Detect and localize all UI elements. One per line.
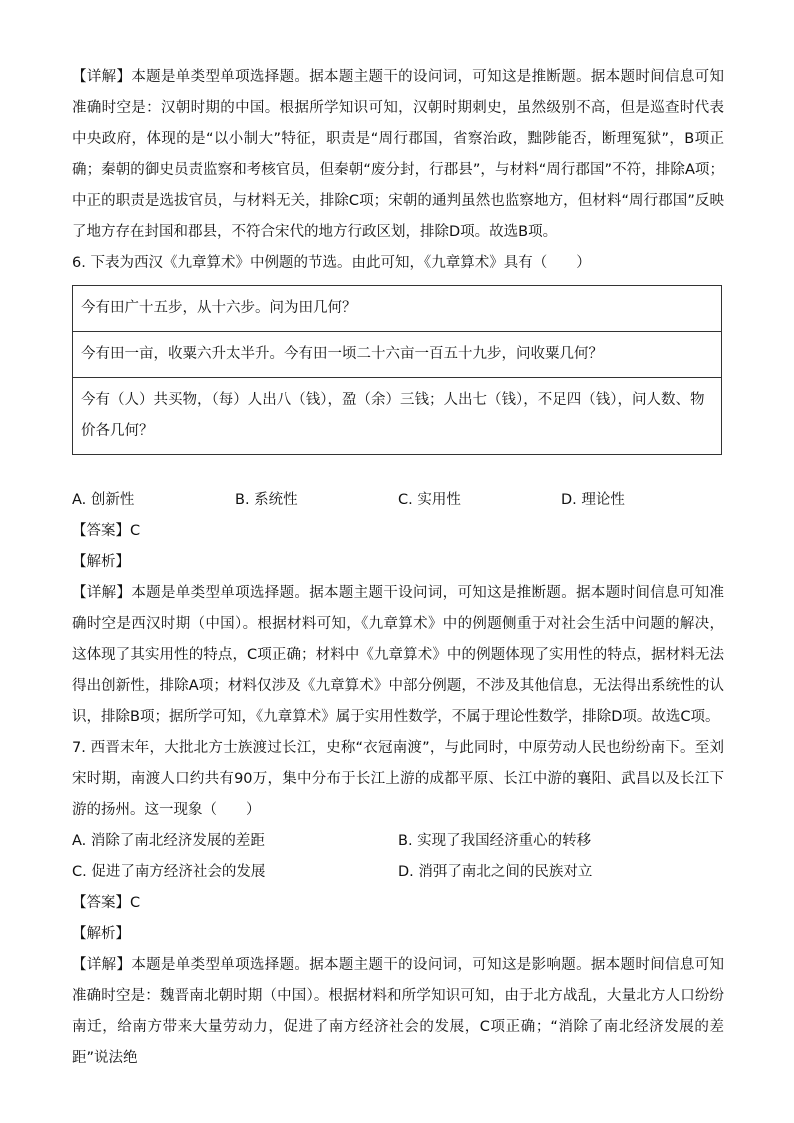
q6-detail-text: 本题是单类型单项选择题。据本题主题干设问词，可知这是推断题。据本题时间信息可知准确时空是西汉时期（中国）。根据材料可知，《九章算术》中的例题侧重于对社会生活中问题的解决，这体现了其实用性的特点，C项正确；材料中《九章算术》中的例题体现了实用性的特点，据材料无法得出创新性，排除A项；材料仅涉及《九章算术》中部分例题，不涉及其他信息，无法得出系统性的认识，排除B项；据所学可知，《九章算术》属于实用性数学，不属于理论性数学，排除D项。故选C项。 bbox=[72, 585, 725, 725]
q6-analysis-label: 【解析】 bbox=[72, 554, 130, 570]
q7-detail bbox=[72, 950, 724, 1074]
detail-tag: 【详解】 bbox=[72, 69, 132, 85]
answer-value: C bbox=[130, 895, 141, 911]
table-row bbox=[73, 332, 722, 378]
q6-stem: 6. 下表为西汉《九章算术》中例题的节选。由此可知，《九章算术》具有（ ） bbox=[72, 255, 591, 271]
q5-detail-text: 本题是单类型单项选择题。据本题主题干的设问词，可知这是推断题。据本题时间信息可知准确时空是：汉朝时期的中国。根据所学知识可知，汉朝时期刺史，虽然级别不高，但是巡查时代表中央政府，体现的是“以小制大”特征，职责是“周行郡国，省察治政，黜陟能否，断理冤狱”，B项正确；秦朝的御史员责监察和考核官员，但秦朝“废分封，行郡县”，与材料“周行郡国”不符，排除A项；中正的职责是选拔官员，与材料无关，排除C项；宋朝的通判虽然也监察地方，但材料“周行郡国”反映了地方存在封国和郡县，不符合宋代的地方行政区划，排除D项。故选B项。 bbox=[72, 69, 725, 240]
detail-tag: 【详解】 bbox=[72, 585, 132, 601]
detail-tag: 【详解】 bbox=[72, 957, 132, 973]
q7-stem: 7. 西晋末年，大批北方士族渡过长江，史称“衣冠南渡”，与此同时，中原劳动人民也纷纷南下。至刘宋时期，南渡人口约共有90万，集中分布于长江上游的成都平原、长江中游的襄阳、武昌以及长江下游的扬州。这一现象（ ） bbox=[72, 740, 724, 818]
q7-options-row-2 bbox=[72, 857, 724, 888]
q6-options bbox=[72, 485, 724, 516]
q6-option-d: D. 理论性 bbox=[561, 492, 625, 508]
table-cell: 今有（人）共买物，（每）人出八（钱），盈（余）三钱；人出七（钱），不足四（钱），问人数、物价各几何？ bbox=[73, 378, 722, 455]
q6-option-c: C. 实用性 bbox=[398, 492, 461, 508]
table-cell: 今有田一亩，收粟六升太半升。今有田一顷二十六亩一百五十九步，问收粟几何？ bbox=[73, 332, 722, 378]
q6-option-b: B. 系统性 bbox=[235, 492, 298, 508]
q6-detail bbox=[72, 578, 724, 733]
table-row bbox=[73, 286, 722, 332]
q7-option-c: C. 促进了南方经济社会的发展 bbox=[72, 864, 266, 880]
q7-detail-text: 本题是单类型单项选择题。据本题主题干的设问词，可知这是影响题。据本题时间信息可知准确时空是：魏晋南北朝时期（中国）。根据材料和所学知识可知，由于北方战乱，大量北方人口纷纷南迁，给南方带来大量劳动力，促进了南方经济社会的发展，C项正确；“消除了南北经济发展的差距”说法绝 bbox=[72, 957, 725, 1066]
q6-example-table bbox=[72, 285, 722, 455]
q7-option-a: A. 消除了南北经济发展的差距 bbox=[72, 833, 265, 849]
table-cell: 今有田广十五步，从十六步。问为田几何？ bbox=[73, 286, 722, 332]
q7-analysis-label: 【解析】 bbox=[72, 926, 130, 942]
q7-option-b: B. 实现了我国经济重心的转移 bbox=[398, 833, 592, 849]
document-page bbox=[72, 62, 724, 1074]
answer-label: 【答案】 bbox=[72, 895, 130, 911]
q6-answer bbox=[72, 516, 724, 547]
q7-answer bbox=[72, 888, 724, 919]
table-row bbox=[73, 378, 722, 455]
answer-label: 【答案】 bbox=[72, 523, 130, 539]
q6-option-a: A. 创新性 bbox=[72, 492, 135, 508]
q7-options-row-1 bbox=[72, 826, 724, 857]
q7-option-d: D. 消弭了南北之间的民族对立 bbox=[398, 864, 593, 880]
q5-detail bbox=[72, 62, 724, 248]
answer-value: C bbox=[130, 523, 141, 539]
